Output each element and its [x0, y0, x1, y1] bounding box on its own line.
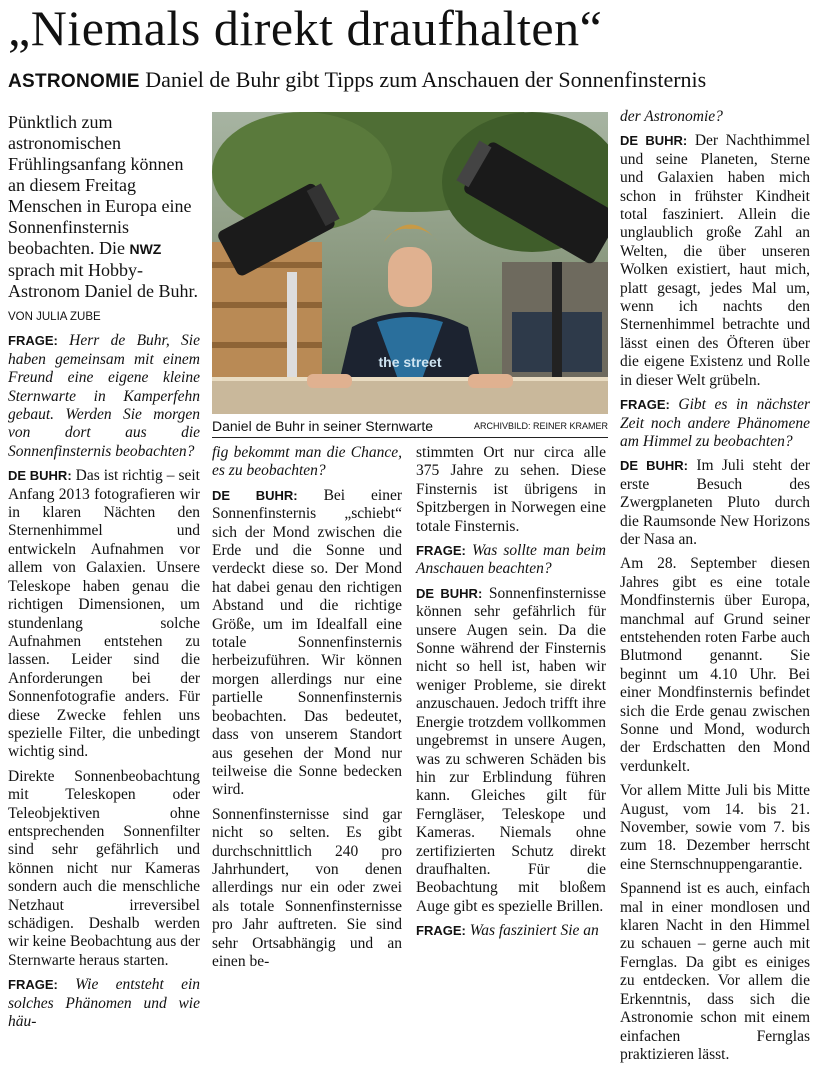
answer-text: Bei einer Sonnenfinsternis „schiebt“ sich der Mond zwischen die Erde und die Sonne und verdeckt diese so. Der Mond hat dabei genau den richtigen Abstand und die richtige Größe, um im Idealfall eine totale Sonnenfinsternis herbeizuführen. Wir können morgen allerdings nur eine partielle Sonnenfinsternis beobachten. Das bedeutet, dass von unserem Standort aus gesehen der Mond nur teilweise die Sonne bedecken wird.: [212, 486, 402, 799]
paragraph: stimmten Ort nur circa alle 375 Jahre zu sehen. Diese Finsternis ist übrigens in Spitzbergen in Norwegen eine totale Finsternis.: [416, 444, 606, 535]
question-text: Herr de Buhr, Sie haben gemeinsam mit einem Freund eine eigene kleine Sternwarte in Kamperfehn gebaut. Werden Sie morgen von dort aus die Sonnenfinsternis beobachten?: [8, 332, 200, 460]
lead-text-before: Pünktlich zum astronomischen Frühlingsanfang können an diesem Freitag Menschen in Europa eine Sonnenfinsternis beobachten. Die: [8, 112, 192, 258]
question-label: FRAGE:: [8, 977, 58, 993]
question-label: FRAGE:: [416, 923, 466, 939]
observatory-photo-illustration: [212, 112, 608, 414]
answer-label: DE BUHR:: [620, 133, 688, 149]
answer-1: [8, 467, 200, 762]
answer-text: Im Juli steht der erste Besuch des Zwergplaneten Pluto durch die Raumsonde New Horizons der Nasa an.: [620, 457, 810, 548]
answer-4: [620, 132, 810, 390]
photo-daniel-de-buhr: [212, 112, 608, 414]
photo-caption: [212, 418, 608, 434]
paragraph: Sonnenfinsternisse sind gar nicht so selten. Es gibt durchschnittlich 240 pro Jahrhundert, von denen allerdings nur ein oder zwei als totale Sonnenfinsternisse pro Jahr auftreten. Sie sind sehr Ortsabhängig und an einen be-: [212, 805, 402, 970]
question-text: Wie entsteht ein solches Phänomen und wie häu-: [8, 976, 201, 1031]
photo-credit: ARCHIVBILD: REINER KRAMER: [473, 421, 608, 431]
answer-label: DE BUHR:: [620, 458, 689, 474]
question-label: FRAGE:: [620, 397, 670, 413]
caption-divider: [212, 437, 608, 438]
question-2: [8, 976, 200, 1031]
answer-text: Sonnenfinsternisse können sehr gefährlich für unsere Augen sein. Da die Sonne während der Finsternis nicht so hell ist, haben wir weniger Probleme, sie direkt anzuschauen. Jedoch trifft ihre Energie trotzdem vollkommen ungebremst in unsere Augen, was zu schweren Schäden bis hin zur Erblindung führen kann. Gleiches gilt für Ferngläser, Teleskope und Kameras. Niemals ohne zertifizierten Schutz direkt draufhalten. Für die Beobachtung mit bloßem Auge gibt es spezielle Brillen.: [416, 584, 606, 915]
column-4: [620, 108, 810, 1070]
paragraph: Am 28. September diesen Jahres gibt es eine totale Mondfinsternis über Europa, manchmal auf Grund seiner entstehenden roten Farbe auch Blutmond genannt. Sie beginnt um 4.10 Uhr. Bei einer Mondfinsternis befindet sich die Erde genau zwischen Sonne und Mond, wodurch der Erdschatten den Mond verdunkelt.: [620, 555, 810, 775]
answer-label: DE BUHR:: [8, 468, 72, 484]
question-5: [620, 396, 810, 451]
question-3: [416, 542, 606, 579]
nwz-brand: NWZ: [129, 241, 162, 257]
answer-text: Der Nachthimmel und seine Planeten, Sterne und Galaxien haben mich schon in frühster Kindheit total fasziniert. Allein die unglaublich große Zahl an Welten, die über unseren Wolken existiert, haut mich, platt gesagt, jedes Mal um, wenn ich nachts den Sternenhimmel betrachte und lässt einen des Öfteren über die eigene Existenz und Rolle in dieser Welt grübeln.: [620, 132, 810, 389]
paragraph: Vor allem Mitte Juli bis Mitte August, vom 14. bis 21. November, sowie vom 7. bis zum 18. Dezember herrscht eine Sternschnuppengarantie.: [620, 782, 810, 873]
column-3: [416, 444, 606, 947]
question-text: Gibt es in nächster Zeit noch andere Phänomene am Himmel zu beobachten?: [620, 396, 810, 450]
caption-text: Daniel de Buhr in seiner Sternwarte: [212, 418, 434, 434]
shirt-text: the street: [378, 354, 442, 370]
column-2: [212, 444, 402, 977]
column-1: [8, 112, 200, 1037]
lead-text-after: sprach mit Hobby-Astronom Daniel de Buhr.: [8, 260, 198, 301]
question-label: FRAGE:: [8, 333, 58, 349]
question-text: Was fasziniert Sie an: [469, 922, 599, 940]
headline: „Niemals direkt draufhalten“: [8, 0, 603, 56]
question-1: [8, 332, 200, 461]
answer-label: DE BUHR:: [416, 585, 483, 601]
paragraph: Spannend ist es auch, einfach mal in einer mondlosen und klaren Nacht in den Himmel zu schauen – gerne auch mit Fernglas. Da gibt es einiges zu entdecken. Vor allem die Erkenntnis, dass sich die Astronomie schon mit einem einfachen Fernglas praktizieren lässt.: [620, 880, 810, 1063]
subheadline: Daniel de Buhr gibt Tipps zum Anschauen der Sonnenfinsternis: [145, 67, 707, 92]
answer-2: [212, 487, 402, 800]
answer-text: Das ist richtig – seit Anfang 2013 fotografieren wir in klaren Nächten den Sternenhimmel und entwickeln Aufnahmen vor allem von Galaxien. Unsere Teleskope haben genau die richtigen Dimensionen, um stundenlang solche Aufnahmen entstehen zu lassen. Leider sind die Anforderungen bei der Sonnenfotografie anders. Für diese Zwecke fehlen uns spezielle Filter, die unbedingt wichtig sind.: [8, 467, 200, 761]
answer-5: [620, 457, 810, 549]
question-2-continued: fig bekommt man die Chance, es zu beobachten?: [212, 444, 402, 480]
subheadline-row: [8, 66, 706, 96]
byline: VON JULIA ZUBE: [8, 311, 101, 323]
answer-3: [416, 585, 606, 916]
question-4-continued: der Astronomie?: [620, 108, 723, 125]
paragraph: Direkte Sonnenbeobachtung mit Teleskopen oder Teleobjektiven ohne entsprechenden Sonnenfilter sind sehr gefährlich und können nicht nur Kameras sondern auch die menschliche Netzhaut irreversibel schädigen. Deshalb werden wir keine Beobachtung aus der Sternwarte heraus starten.: [8, 767, 200, 969]
question-4: [416, 922, 606, 940]
answer-label: DE BUHR:: [212, 487, 298, 503]
kicker: ASTRONOMIE: [8, 71, 140, 92]
question-label: FRAGE:: [416, 543, 466, 559]
question-text: Was sollte man beim Anschauen beachten?: [416, 542, 606, 578]
lead-paragraph: [8, 112, 200, 302]
